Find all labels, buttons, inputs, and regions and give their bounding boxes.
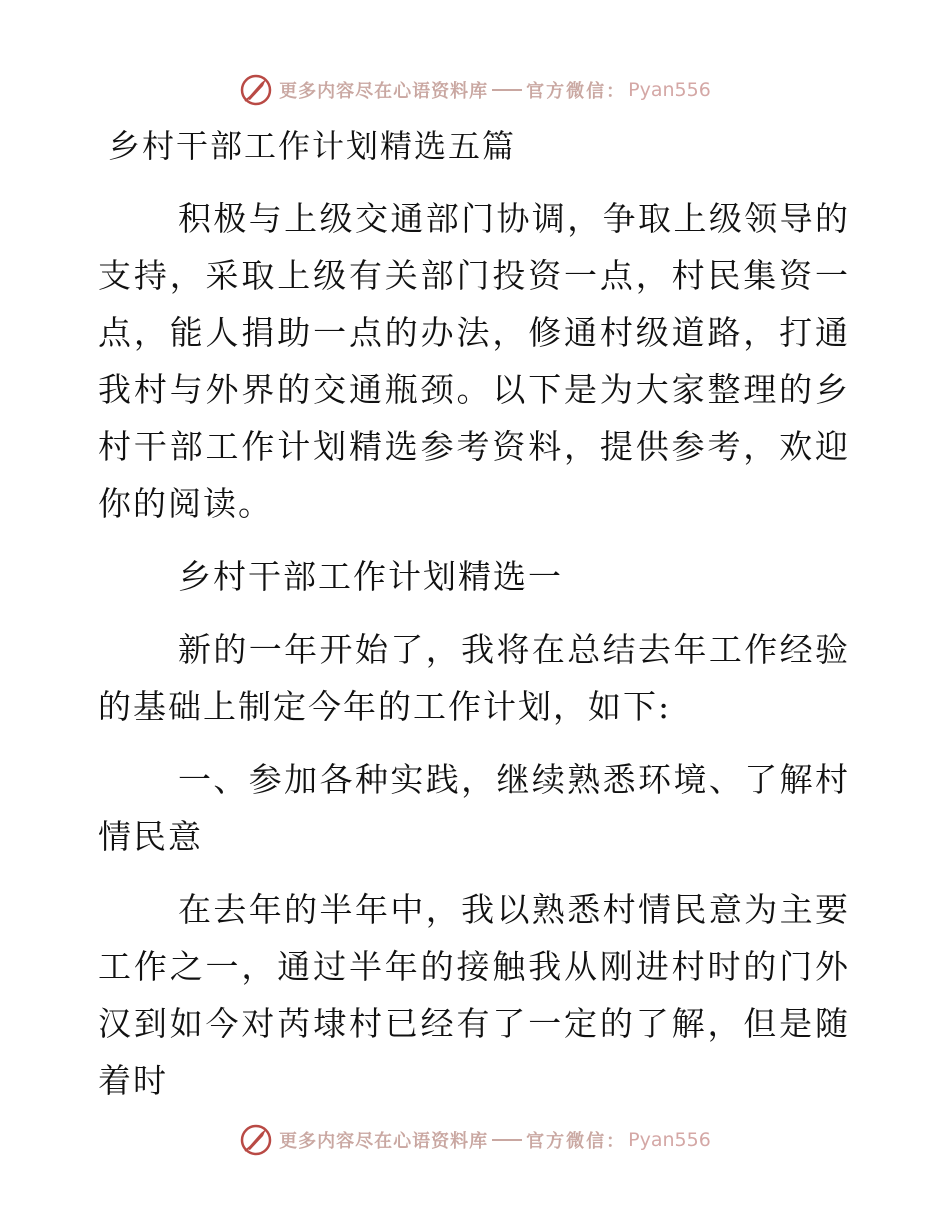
document-body xyxy=(98,190,850,1125)
banner-dash xyxy=(492,1139,522,1141)
body-paragraph: 在去年的半年中，我以熟悉村情民意为主要工作之一，通过半年的接触我从刚进村时的门外汉到如今对芮埭村已经有了一定的了解，但是随着时 xyxy=(98,890,850,1100)
banner-slogan: 更多内容尽在心语资料库 xyxy=(279,1131,489,1152)
section-heading: 乡村干部工作计划精选一 xyxy=(178,557,563,596)
banner-wechat-handle: Pyan556 xyxy=(628,1129,711,1151)
header-banner xyxy=(0,70,950,110)
quill-pen-logo-icon xyxy=(239,73,273,107)
banner-slogan: 更多内容尽在心语资料库 xyxy=(279,81,489,102)
body-paragraph: 新的一年开始了，我将在总结去年工作经验的基础上制定今年的工作计划，如下: xyxy=(98,630,850,726)
quill-pen-logo-icon xyxy=(239,1123,273,1157)
document-title: 乡村干部工作计划精选五篇 xyxy=(108,127,517,165)
subsection-heading: 一、参加各种实践，继续熟悉环境、了解村情民意 xyxy=(98,760,850,856)
banner-wechat-handle: Pyan556 xyxy=(628,79,711,101)
intro-paragraph: 积极与上级交通部门协调，争取上级领导的支持，采取上级有关部门投资一点，村民集资一点，能人捐助一点的办法，修通村级道路，打通我村与外界的交通瓶颈。以下是为大家整理的乡村干部工作计划精选参考资料，提供参考，欢迎你的阅读。 xyxy=(98,199,850,523)
footer-banner xyxy=(0,1120,950,1160)
banner-wechat-label: 官方微信： xyxy=(526,1131,627,1152)
banner-wechat-label: 官方微信： xyxy=(526,81,627,102)
banner-dash xyxy=(492,89,522,91)
